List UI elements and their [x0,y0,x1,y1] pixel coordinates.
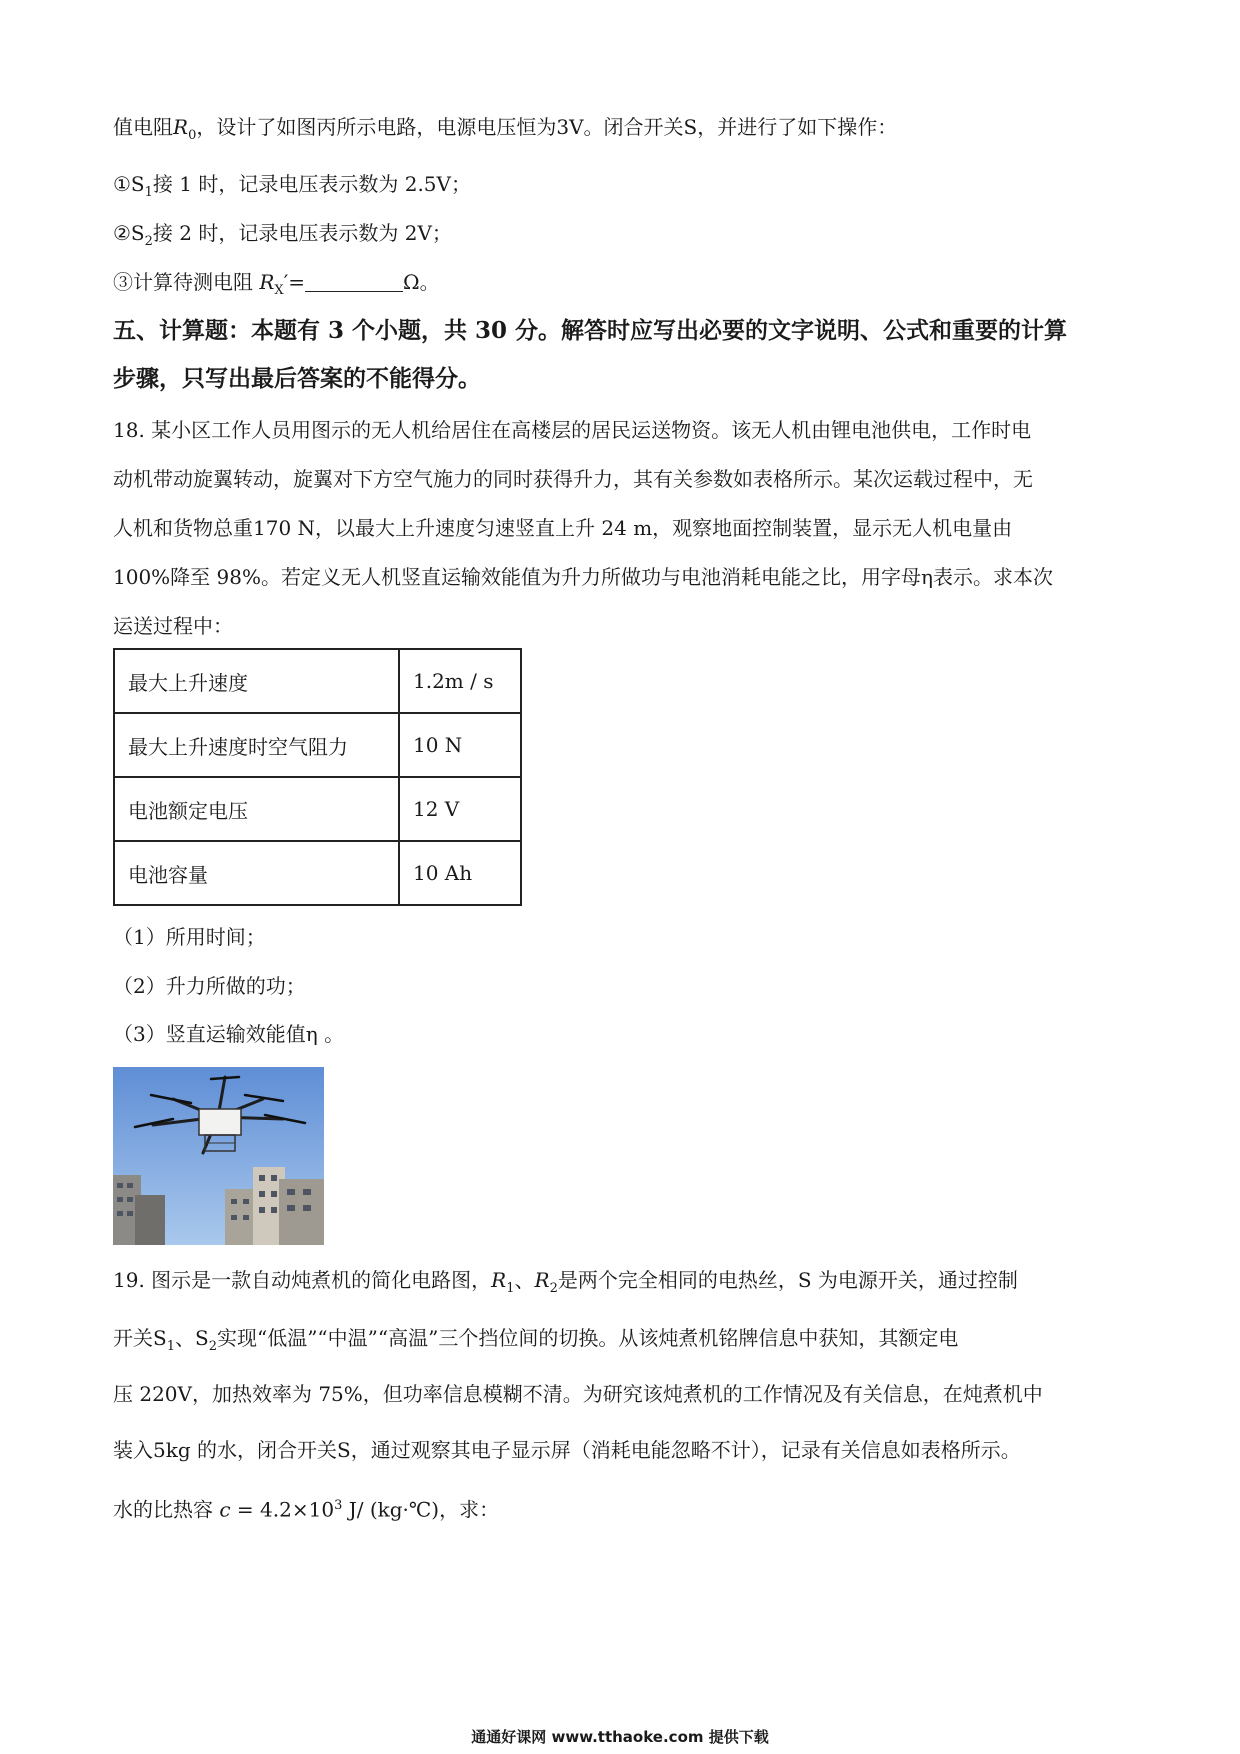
q19-line2-text-2: 实现“低温”“中温”“高温”三个挡位间的切换。从该炖煮机铭牌信息中获知，其额定电 [216,1326,959,1350]
r1-symbol: R [491,1268,507,1292]
exponent: 3 [334,1498,343,1513]
q18-line-4: 100%降至 98%。若定义无人机竖直运输效能值为升力所做功与电池消耗电能之比，用字母η表示。求本次 [113,565,1053,589]
q19-line5-text: 水的比热容 [113,1497,220,1522]
drone-photo [113,1067,324,1245]
param-label: 最大上升速度 [114,649,399,713]
r2-subscript: 2 [549,1281,558,1296]
q18-sub-2: （2）升力所做的功； [113,974,306,998]
step-1-text-2: 接 1 时，记录电压表示数为 2.5V； [152,172,471,196]
intro-line [113,113,897,150]
table-row [114,649,521,713]
q19-line5-text-2: = 4.2×10 [230,1497,335,1522]
r0-symbol: R [173,115,189,139]
intro-text: 值电阻 [113,115,173,139]
c-symbol: c [219,1497,231,1522]
section-heading-line-2: 步骤，只写出最后答案的不能得分。 [113,365,481,392]
parameter-table [113,648,522,906]
step-2-text: ②S [113,221,145,245]
intro-text-2: ，设计了如图丙所示电路，电源电压恒为3V。闭合开关S，并进行了如下操作： [196,115,898,139]
rx-prime: ′= [283,270,305,294]
r2-symbol: R [534,1268,550,1292]
s1-subscript: 1 [166,1339,175,1354]
q19-line5-text-3: J/ (kg·℃)，求： [342,1497,500,1522]
q19-line-1 [113,1266,1018,1303]
step-1-sub: 1 [144,185,153,200]
param-label: 电池容量 [114,841,399,905]
param-label: 电池额定电压 [114,777,399,841]
q19-line2-text: 开关S [113,1326,167,1350]
q19-line-2 [113,1324,958,1361]
step-3-text: ③计算待测电阻 [113,270,260,294]
rx-symbol: R [259,270,275,294]
q19-text-2: 是两个完全相同的电热丝，S 为电源开关，通过控制 [557,1268,1018,1292]
q19-text: 19. 图示是一款自动炖煮机的简化电路图， [113,1268,492,1292]
q19-line-4: 装入5kg 的水，闭合开关S，通过观察其电子显示屏（消耗电能忽略不计），记录有关信息如表格所示。 [113,1438,1021,1462]
q18-line-2: 动机带动旋翼转动，旋翼对下方空气施力的同时获得升力，其有关参数如表格所示。某次运载过程中，无 [113,467,1033,491]
step-2-sub: 2 [144,234,153,249]
param-value: 12 V [399,777,521,841]
r0-subscript: 0 [188,128,197,143]
step-1-text: ①S [113,172,145,196]
step-2 [113,219,452,256]
q18-line-5: 运送过程中： [113,614,233,638]
q19-line2-mid: 、S [174,1326,209,1350]
answer-blank[interactable] [305,271,403,292]
param-label: 最大上升速度时空气阻力 [114,713,399,777]
param-value: 1.2m / s [399,649,521,713]
q18-line-1: 18. 某小区工作人员用图示的无人机给居住在高楼层的居民运送物资。该无人机由锂电池供电，工作时电 [113,418,1032,442]
q18-sub-1: （1）所用时间； [113,925,266,949]
section-heading-line-1: 五、计算题：本题有 3 个小题，共 30 分。解答时应写出必要的文字说明、公式和重要的计算 [113,317,1068,344]
q19-line-3: 压 220V，加热效率为 75%，但功率信息模糊不清。为研究该炖煮机的工作情况及有关信息，在炖煮机中 [113,1382,1043,1406]
param-value: 10 Ah [399,841,521,905]
param-value: 10 N [399,713,521,777]
q18-line-3: 人机和货物总重170 N，以最大上升速度匀速竖直上升 24 m，观察地面控制装置，显示无人机电量由 [113,516,1013,540]
footer-source: 通通好课网 www.tthaoke.com 提供下载 [471,1728,769,1746]
q19-separator: 、 [514,1268,535,1292]
q18-sub-3: （3）竖直运输效能值η 。 [113,1022,345,1046]
ohm-unit: Ω。 [403,270,440,294]
s2-subscript: 2 [208,1339,217,1354]
table-row [114,841,521,905]
r1-subscript: 1 [506,1281,515,1296]
step-1 [113,170,471,207]
q19-line-5 [113,1492,499,1524]
table-row [114,713,521,777]
step-2-text-2: 接 2 时，记录电压表示数为 2V； [152,221,452,245]
step-3 [113,268,440,305]
rx-subscript: X [274,283,284,298]
table-row [114,777,521,841]
